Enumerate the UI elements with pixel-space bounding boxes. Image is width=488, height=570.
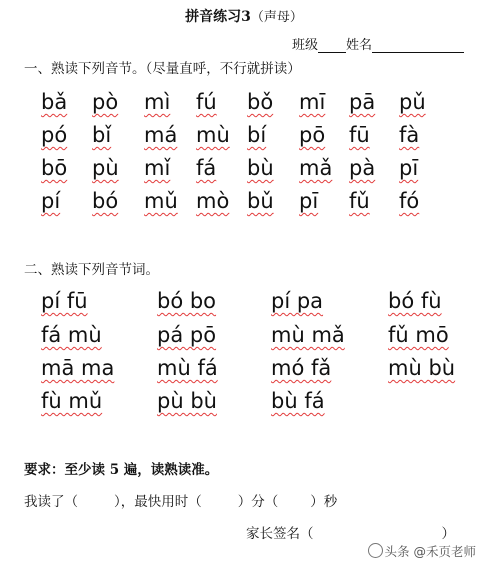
class-blank bbox=[318, 38, 346, 53]
reading-record-line bbox=[24, 490, 337, 510]
section1-item: pī bbox=[399, 156, 419, 180]
section1-item: pī bbox=[299, 189, 319, 213]
record-part3: ）分（ bbox=[237, 494, 279, 510]
section2-item: mù bù bbox=[388, 356, 456, 380]
section1-item: pù bbox=[92, 156, 119, 180]
section2-item: pí fū bbox=[41, 289, 88, 313]
section1-item: bí bbox=[247, 123, 267, 147]
class-label: 班级 bbox=[292, 38, 319, 53]
section1-item: bǐ bbox=[92, 123, 112, 147]
requirement-text: 要求：至少读 5 遍，读熟读准。 bbox=[24, 462, 219, 478]
section2-item: pù bù bbox=[157, 389, 217, 413]
section1-item: pà bbox=[349, 156, 376, 180]
section1-item: mǐ bbox=[144, 156, 171, 180]
section2-item: mù mǎ bbox=[271, 323, 345, 347]
toutiao-logo-icon bbox=[368, 543, 383, 558]
section1-item: bǒ bbox=[247, 90, 274, 114]
section1-item: pó bbox=[41, 123, 68, 147]
section1-item: pǔ bbox=[399, 90, 426, 114]
section1-item: pō bbox=[299, 123, 326, 147]
section1-item: bǔ bbox=[247, 189, 274, 213]
section1-item: fǔ bbox=[349, 189, 370, 213]
section1-item: bǎ bbox=[41, 90, 68, 114]
record-part4: ）秒 bbox=[310, 494, 338, 510]
section2-item: pí pa bbox=[271, 289, 324, 313]
section2-item: bù fá bbox=[271, 389, 325, 413]
section2-item: fá mù bbox=[41, 323, 102, 347]
name-label: 姓名 bbox=[346, 38, 373, 53]
name-blank bbox=[372, 38, 464, 53]
section1-item: mī bbox=[299, 90, 326, 114]
section1-item: mù bbox=[196, 123, 230, 147]
section2-item: fǔ mō bbox=[388, 323, 449, 347]
section2-item: mù fá bbox=[157, 356, 218, 380]
section1-item: pí bbox=[41, 189, 61, 213]
section1-item: pā bbox=[349, 90, 376, 114]
section2-item: bó fù bbox=[388, 289, 442, 313]
section1-item: bù bbox=[247, 156, 274, 180]
record-part2: ），最快用时（ bbox=[114, 494, 202, 510]
section1-item: fū bbox=[349, 123, 370, 147]
section2-heading: 二、熟读下列音节词。 bbox=[24, 262, 159, 278]
section1-item: mǎ bbox=[299, 156, 333, 180]
title-text: 拼音练习3 bbox=[185, 9, 251, 25]
record-part1: 我读了（ bbox=[24, 494, 78, 510]
section1-item: mǔ bbox=[144, 189, 178, 213]
section1-item: bō bbox=[41, 156, 68, 180]
section1-item: fú bbox=[196, 90, 217, 114]
section1-heading: 一、熟读下列音节。（尽量直呼，不行就拼读） bbox=[24, 61, 301, 77]
worksheet-title bbox=[0, 6, 488, 26]
section2-item: mā ma bbox=[41, 356, 115, 380]
signature-label: 家长签名（ bbox=[246, 526, 314, 542]
section2-item: fù mǔ bbox=[41, 389, 103, 413]
section1-item: mì bbox=[144, 90, 171, 114]
section1-item: fó bbox=[399, 189, 420, 213]
section1-item: fà bbox=[399, 123, 420, 147]
section2-item: mó fǎ bbox=[271, 356, 332, 380]
section2-item: bó bo bbox=[157, 289, 217, 313]
title-subtitle: （声母） bbox=[250, 10, 303, 25]
watermark bbox=[368, 542, 476, 560]
section1-item: pò bbox=[92, 90, 119, 114]
section2-item: pá pō bbox=[157, 323, 217, 347]
section1-item: fá bbox=[196, 156, 217, 180]
section1-item: bó bbox=[92, 189, 119, 213]
signature-close: ） bbox=[441, 526, 455, 542]
section1-item: má bbox=[144, 123, 178, 147]
parent-signature-line bbox=[246, 522, 455, 542]
watermark-text: 头条 @禾页老师 bbox=[384, 544, 476, 559]
class-name-row bbox=[292, 34, 464, 53]
section1-item: mò bbox=[196, 189, 230, 213]
